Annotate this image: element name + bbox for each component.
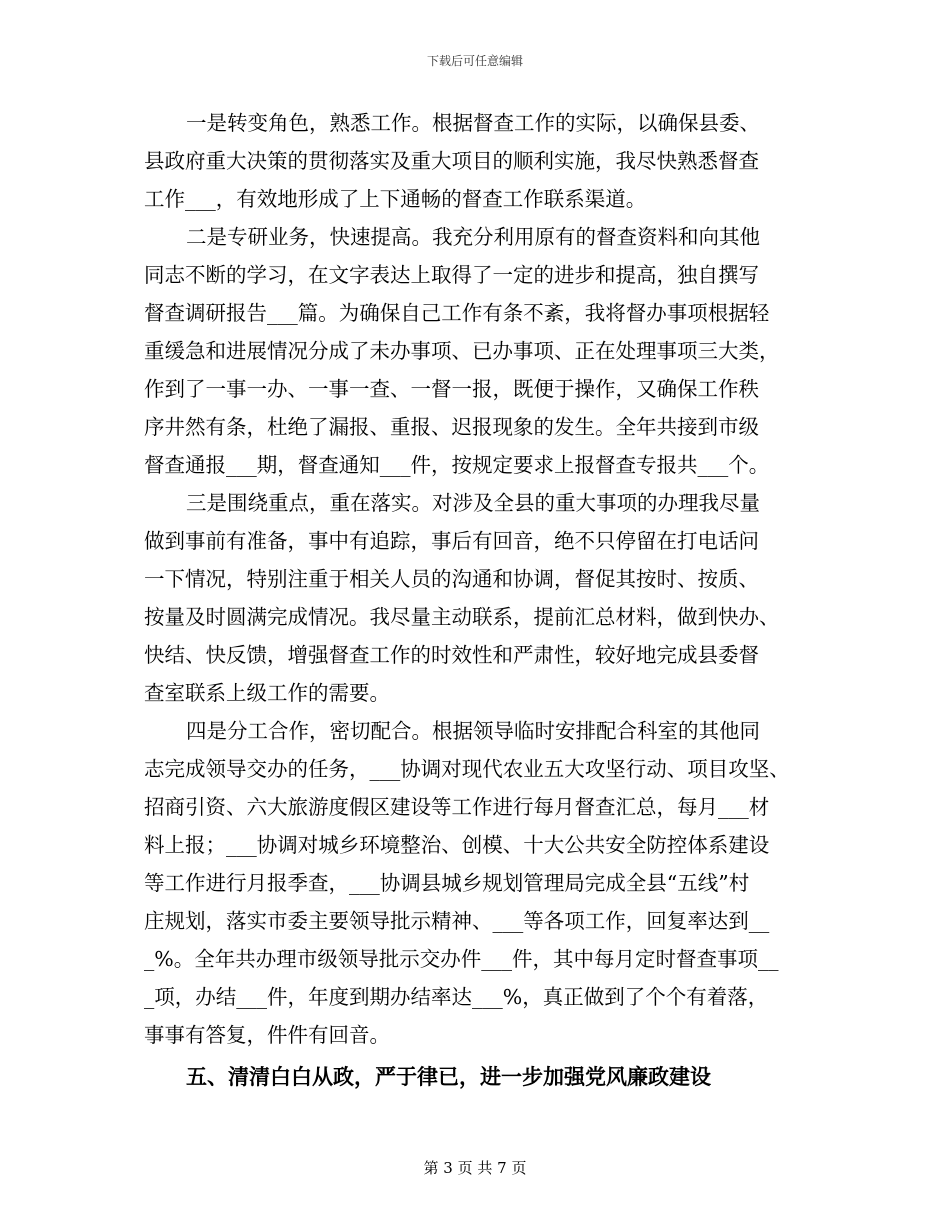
body-line: 一下情况，特别注重于相关人员的沟通和协调，督促其按时、按质、: [144, 567, 759, 591]
body-line: 县政府重大决策的贯彻落实及重大项目的顺利实施，我尽快熟悉督查: [144, 149, 759, 173]
body-line: _%。全年共办理市级领导批示交办件___件，其中每月定时督查事项__: [144, 947, 779, 971]
page-number: 第 3 页 共 7 页: [423, 1159, 527, 1177]
body-line: 督查调研报告___篇。为确保自己工作有条不紊，我将督办事项根据轻: [144, 301, 770, 325]
body-line: 料上报；___协调对城乡环境整治、创模、十大公共安全防控体系建设: [144, 833, 770, 857]
body-line: 三是围绕重点，重在落实。对涉及全县的重大事项的办理我尽量: [186, 491, 760, 515]
body-line: 庄规划，落实市委主要领导批示精神、___等各项工作，回复率达到__: [144, 909, 770, 933]
body-line: 快结、快反馈，增强督查工作的时效性和严肃性，较好地完成县委督: [144, 643, 759, 667]
body-line: 序井然有条，杜绝了漏报、重报、迟报现象的发生。全年共接到市级: [144, 415, 759, 439]
body-line: 一是转变角色，熟悉工作。根据督查工作的实际，以确保县委、: [186, 111, 760, 135]
body-line: 查室联系上级工作的需要。: [144, 681, 390, 705]
body-line: 重缓急和进展情况分成了未办事项、已办事项、正在处理事项三大类，: [144, 339, 780, 363]
body-line: 二是专研业务，快速提高。我充分利用原有的督查资料和向其他: [186, 225, 760, 249]
body-line: 督查通报___期，督查通知___件，按规定要求上报督查专报共___个。: [144, 453, 770, 477]
section-heading: 五、清清白白从政，严于律已，进一步加强党风廉政建设: [186, 1064, 711, 1089]
body-line: 等工作进行月报季查，___协调县城乡规划管理局完成全县“五线”村: [144, 871, 750, 895]
body-line: 做到事前有准备，事中有追踪，事后有回音，绝不只停留在打电话问: [144, 529, 759, 553]
body-line: 四是分工合作，密切配合。根据领导临时安排配合科室的其他同: [186, 719, 760, 743]
body-line: 作到了一事一办、一事一查、一督一报，既便于操作，又确保工作秩: [144, 377, 759, 401]
body-line: 志完成领导交办的任务，___协调对现代农业五大攻坚行动、项目攻坚、: [144, 757, 790, 781]
body-line: 工作___，有效地形成了上下通畅的督查工作联系渠道。: [144, 187, 647, 211]
body-line: 事事有答复，件件有回音。: [144, 1023, 390, 1047]
body-line: 招商引资、六大旅游度假区建设等工作进行每月督查汇总，每月___材: [144, 795, 770, 819]
body-line: _项，办结___件，年度到期办结率达___%，真正做到了个个有着落，: [144, 985, 769, 1009]
body-line: 同志不断的学习，在文字表达上取得了一定的进步和提高，独自撰写: [144, 263, 759, 287]
body-line: 按量及时圆满完成情况。我尽量主动联系，提前汇总材料，做到快办、: [144, 605, 780, 629]
page-header-note: 下载后可任意编辑: [426, 54, 523, 68]
